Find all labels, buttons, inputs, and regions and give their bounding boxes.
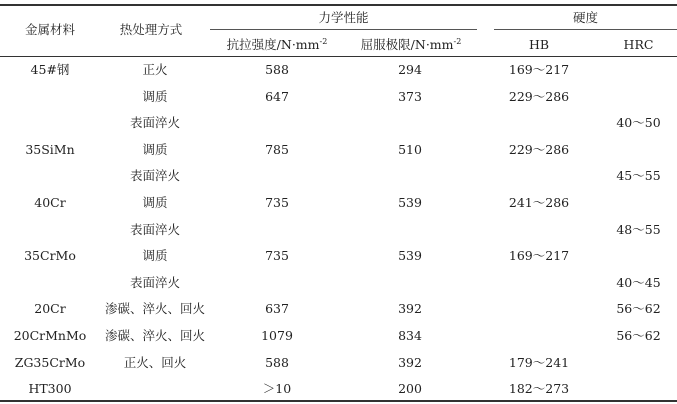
- cell-treatment: 调质: [142, 248, 168, 263]
- cell-hb: 241～286: [508, 195, 570, 210]
- hardness-subheader-rule: [494, 29, 677, 30]
- cell-tensile: 785: [265, 142, 289, 157]
- table-top-rule: [0, 4, 677, 6]
- cell-material: 40Cr: [34, 195, 66, 210]
- cell-hb: 229～286: [508, 142, 570, 157]
- mechanical-subheader-rule: [210, 29, 477, 30]
- cell-treatment: 渗碳、淬火、回火: [104, 328, 205, 343]
- cell-material: HT300: [28, 381, 72, 396]
- header-tensile-exponent: -2: [319, 36, 328, 46]
- cell-hrc: 40～50: [616, 115, 661, 130]
- cell-hrc: 48～55: [616, 222, 661, 237]
- cell-yield: 510: [398, 142, 422, 157]
- cell-tensile: 588: [265, 62, 289, 77]
- cell-material: 35SiMn: [25, 142, 75, 157]
- cell-hb: 169～217: [508, 248, 570, 263]
- cell-tensile: 588: [265, 355, 289, 370]
- header-tensile-text: 抗拉强度/N·mm: [226, 37, 320, 52]
- cell-hb: 182～273: [508, 381, 570, 396]
- cell-yield: 294: [398, 62, 422, 77]
- cell-yield: 392: [398, 355, 422, 370]
- cell-treatment: 表面淬火: [129, 222, 180, 237]
- header-yield-exponent: -2: [453, 36, 462, 46]
- cell-hb: 229～286: [508, 89, 570, 104]
- cell-treatment: 正火: [142, 62, 168, 77]
- cell-treatment: 渗碳、淬火、回火: [104, 301, 205, 316]
- cell-hrc: 40～45: [616, 275, 661, 290]
- cell-yield: 539: [398, 248, 422, 263]
- header-mechanical-properties: 力学性能: [318, 10, 369, 25]
- cell-treatment: 表面淬火: [129, 115, 180, 130]
- cell-yield: 392: [398, 301, 422, 316]
- cell-hb: 169～217: [508, 62, 570, 77]
- header-material: 金属材料: [24, 22, 75, 37]
- header-yield-limit: [345, 37, 477, 53]
- cell-treatment: 调质: [142, 89, 168, 104]
- cell-tensile: 735: [265, 248, 289, 263]
- cell-yield: 834: [398, 328, 422, 343]
- table-bottom-rule: [0, 400, 677, 402]
- cell-treatment: 表面淬火: [129, 168, 180, 183]
- header-hrc: HRC: [623, 37, 654, 52]
- cell-tensile: 637: [265, 301, 289, 316]
- cell-material: 45#钢: [30, 62, 70, 77]
- cell-tensile: ＞10: [262, 381, 292, 396]
- cell-yield: 539: [398, 195, 422, 210]
- header-bottom-rule: [0, 56, 677, 57]
- header-yield-text: 屈服极限/N·mm: [360, 37, 454, 52]
- cell-hrc: 56～62: [616, 328, 661, 343]
- cell-material: 35CrMo: [24, 248, 76, 263]
- cell-material: 20Cr: [34, 301, 66, 316]
- cell-tensile: 647: [265, 89, 289, 104]
- header-tensile-strength: [212, 37, 342, 53]
- cell-treatment: 调质: [142, 142, 168, 157]
- cell-hb: 179～241: [508, 355, 570, 370]
- cell-treatment: 调质: [142, 195, 168, 210]
- cell-yield: 373: [398, 89, 422, 104]
- cell-hrc: 45～55: [616, 168, 661, 183]
- cell-material: 20CrMnMo: [13, 328, 87, 343]
- cell-yield: 200: [398, 381, 422, 396]
- cell-treatment: 正火、回火: [123, 355, 187, 370]
- cell-hrc: 56～62: [616, 301, 661, 316]
- cell-tensile: 735: [265, 195, 289, 210]
- header-hardness: 硬度: [572, 10, 598, 25]
- header-hb: HB: [528, 37, 550, 52]
- cell-material: ZG35CrMo: [14, 355, 86, 370]
- header-heat-treatment: 热处理方式: [119, 22, 183, 37]
- cell-treatment: 表面淬火: [129, 275, 180, 290]
- cell-tensile: 1079: [261, 328, 293, 343]
